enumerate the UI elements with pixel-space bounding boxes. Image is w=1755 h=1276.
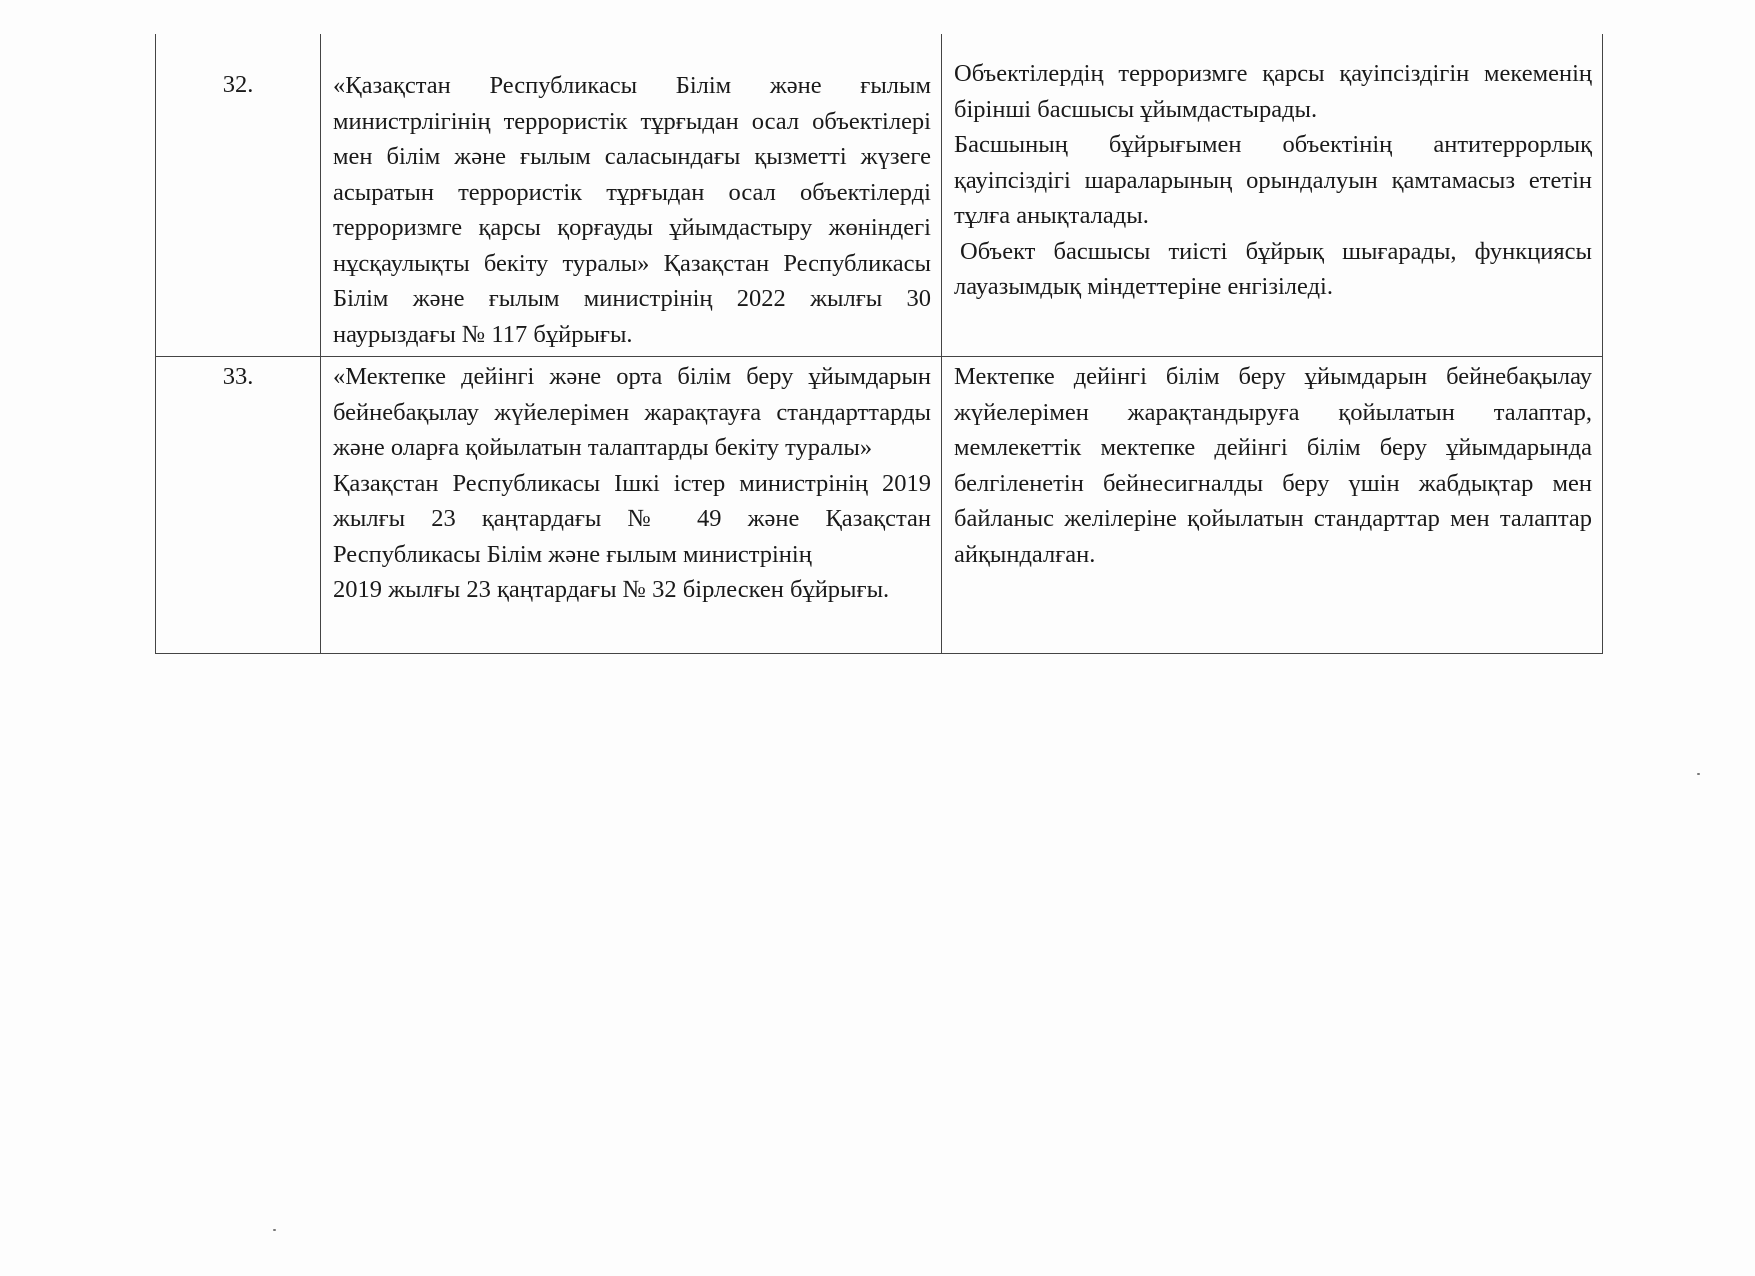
document-title-cell bbox=[321, 357, 942, 654]
document-title-block bbox=[321, 357, 941, 608]
table-row bbox=[156, 34, 1603, 357]
document-issuer: Қазақстан Республикасы Ішкі істер министрінің 2019 жылғы 23 қаңтардағы № 49 және Қазақстан Республикасы Білім және ғылым министрінің bbox=[333, 469, 931, 568]
regulations-table bbox=[155, 34, 1603, 654]
table-row bbox=[156, 357, 1603, 654]
document-title-cell bbox=[321, 34, 942, 357]
scan-speck bbox=[1697, 773, 1700, 775]
description-paragraph: Объект басшысы тиісті бұйрық шығарады, функциясы лауазымдық міндеттеріне енгізіледі. bbox=[954, 237, 1592, 300]
description-paragraph: Объектілердің терроризмге қарсы қауіпсіздігін мекеменің бірінші басшысы ұйымдастырады. bbox=[954, 60, 1592, 123]
row-number-cell bbox=[156, 34, 321, 357]
description-cell bbox=[942, 34, 1603, 357]
row-number-cell bbox=[156, 357, 321, 654]
row-number: 32. bbox=[222, 71, 254, 98]
document-title: «Мектепке дейінгі және орта білім беру ұйымдарын бейнебақылау жүйелерімен жарақтауға стандарттарды және оларға қойылатын талаптарды бекіту туралы» bbox=[333, 363, 931, 461]
description-paragraph: Мектепке дейінгі білім беру ұйымдарын бейнебақылау жүйелерімен жарақтандыруға қойылатын талаптар, мемлекеттік мектепке дейінгі білім беру ұйымдарында белгіленетін бейнесигналды беру үшін жабдықтар мен байланыс желілеріне қойылатын стандарттар мен талаптар айқындалған. bbox=[954, 363, 1592, 568]
scan-speck bbox=[273, 1229, 276, 1231]
document-title: «Қазақстан Республикасы Білім және ғылым министрлігінің террористік тұрғыдан осал объектілері мен білім және ғылым саласындағы қызметті жүзеге асыратын террористік тұрғыдан осал объектілерді терроризмге қарсы қорғауды ұйымдастыру жөніндегі нұсқаулықты бекіту туралы» Қазақстан Республикасы Білім және ғылым министрінің 2022 жылғы 30 наурыздағы № 117 бұйрығы. bbox=[333, 72, 931, 348]
row-number: 33. bbox=[222, 363, 254, 390]
description-block bbox=[942, 34, 1602, 305]
description-paragraph: Басшының бұйрығымен объектінің антитеррорлық қауіпсіздігі шараларының орындалуын қамтамасыз ететін тұлға анықталады. bbox=[954, 131, 1592, 229]
document-order: 2019 жылғы 23 қаңтардағы № 32 бірлескен бұйрығы. bbox=[333, 576, 890, 603]
description-cell bbox=[942, 357, 1603, 654]
